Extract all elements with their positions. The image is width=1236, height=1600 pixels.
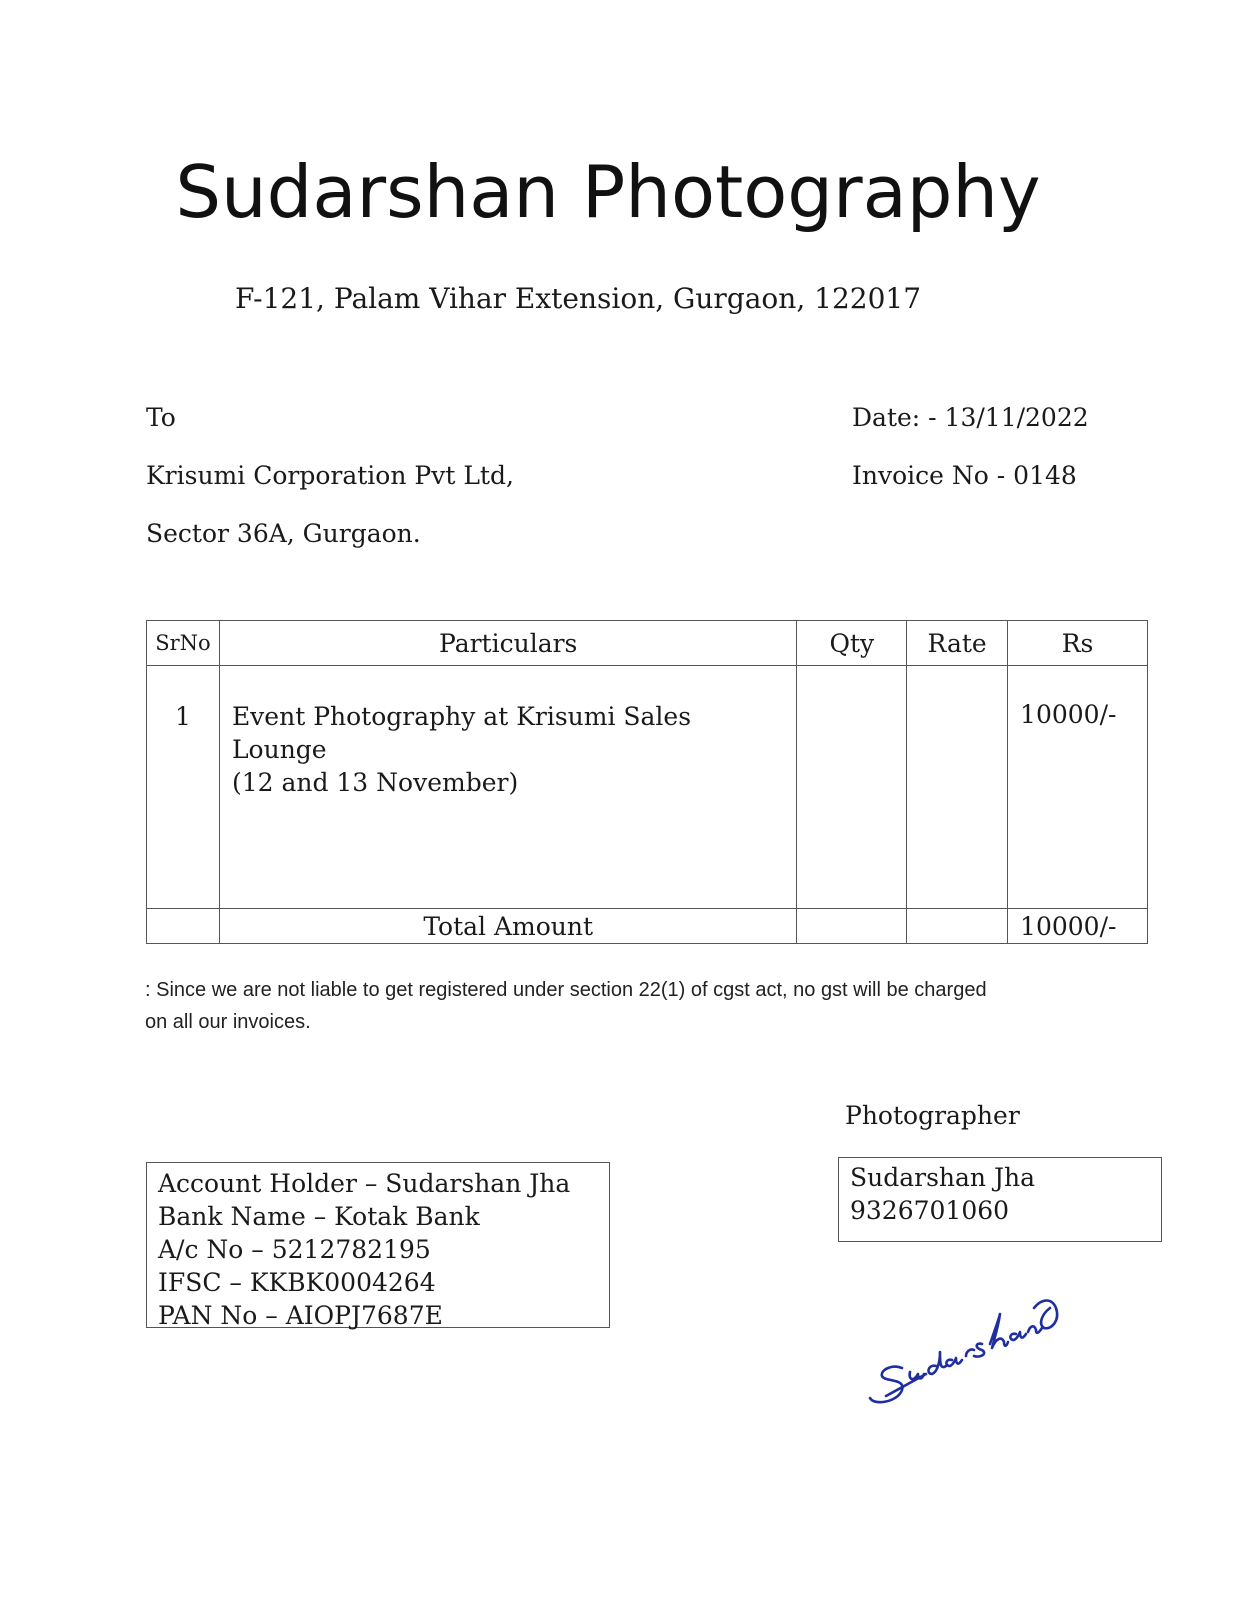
total-qty-cell xyxy=(797,909,907,944)
total-label: Total Amount xyxy=(219,909,797,944)
header-qty: Qty xyxy=(797,621,907,666)
business-name: Sudarshan Photography xyxy=(175,150,1041,234)
invoice-table xyxy=(146,620,1148,944)
item-amount: 10000/- xyxy=(1008,666,1148,909)
total-rate-cell xyxy=(907,909,1008,944)
header-srno: SrNo xyxy=(147,621,220,666)
table-header-row xyxy=(147,621,1148,666)
item-particulars xyxy=(219,666,797,909)
signature-image xyxy=(866,1268,1066,1418)
client-location: Sector 36A, Gurgaon. xyxy=(146,519,421,548)
account-number: A/c No – 5212782195 xyxy=(158,1235,431,1264)
invoice-date: Date: - 13/11/2022 xyxy=(852,403,1089,432)
item-description-line2: (12 and 13 November) xyxy=(231,768,519,797)
photographer-contact-box xyxy=(838,1157,1162,1242)
gst-note-line2: on all our invoices. xyxy=(145,1011,311,1033)
gst-note-line1: : Since we are not liable to get registered under section 22(1) of cgst act, no gst will be charged xyxy=(145,979,987,1001)
bank-name: Bank Name – Kotak Bank xyxy=(158,1202,480,1231)
header-rs: Rs xyxy=(1008,621,1148,666)
to-label: To xyxy=(146,403,176,432)
photographer-name: Sudarshan Jha xyxy=(850,1163,1035,1192)
item-qty xyxy=(797,666,907,909)
table-row xyxy=(147,666,1148,909)
total-row xyxy=(147,909,1148,944)
photographer-phone: 9326701060 xyxy=(850,1196,1010,1225)
total-srno-cell xyxy=(147,909,220,944)
account-holder: Account Holder – Sudarshan Jha xyxy=(158,1169,571,1198)
header-rate: Rate xyxy=(907,621,1008,666)
item-rate xyxy=(907,666,1008,909)
item-srno: 1 xyxy=(147,666,220,909)
business-address: F-121, Palam Vihar Extension, Gurgaon, 122017 xyxy=(234,282,922,315)
client-company: Krisumi Corporation Pvt Ltd, xyxy=(146,461,514,490)
bank-details-box xyxy=(146,1162,610,1328)
pan-number: PAN No – AIOPJ7687E xyxy=(158,1301,443,1330)
header-particulars: Particulars xyxy=(219,621,797,666)
ifsc-code: IFSC – KKBK0004264 xyxy=(158,1268,436,1297)
gst-note xyxy=(145,974,1105,1038)
total-amount: 10000/- xyxy=(1008,909,1148,944)
photographer-label: Photographer xyxy=(845,1101,1020,1130)
invoice-number: Invoice No - 0148 xyxy=(852,461,1077,490)
item-description-line1: Event Photography at Krisumi Sales Lounge xyxy=(231,702,692,764)
